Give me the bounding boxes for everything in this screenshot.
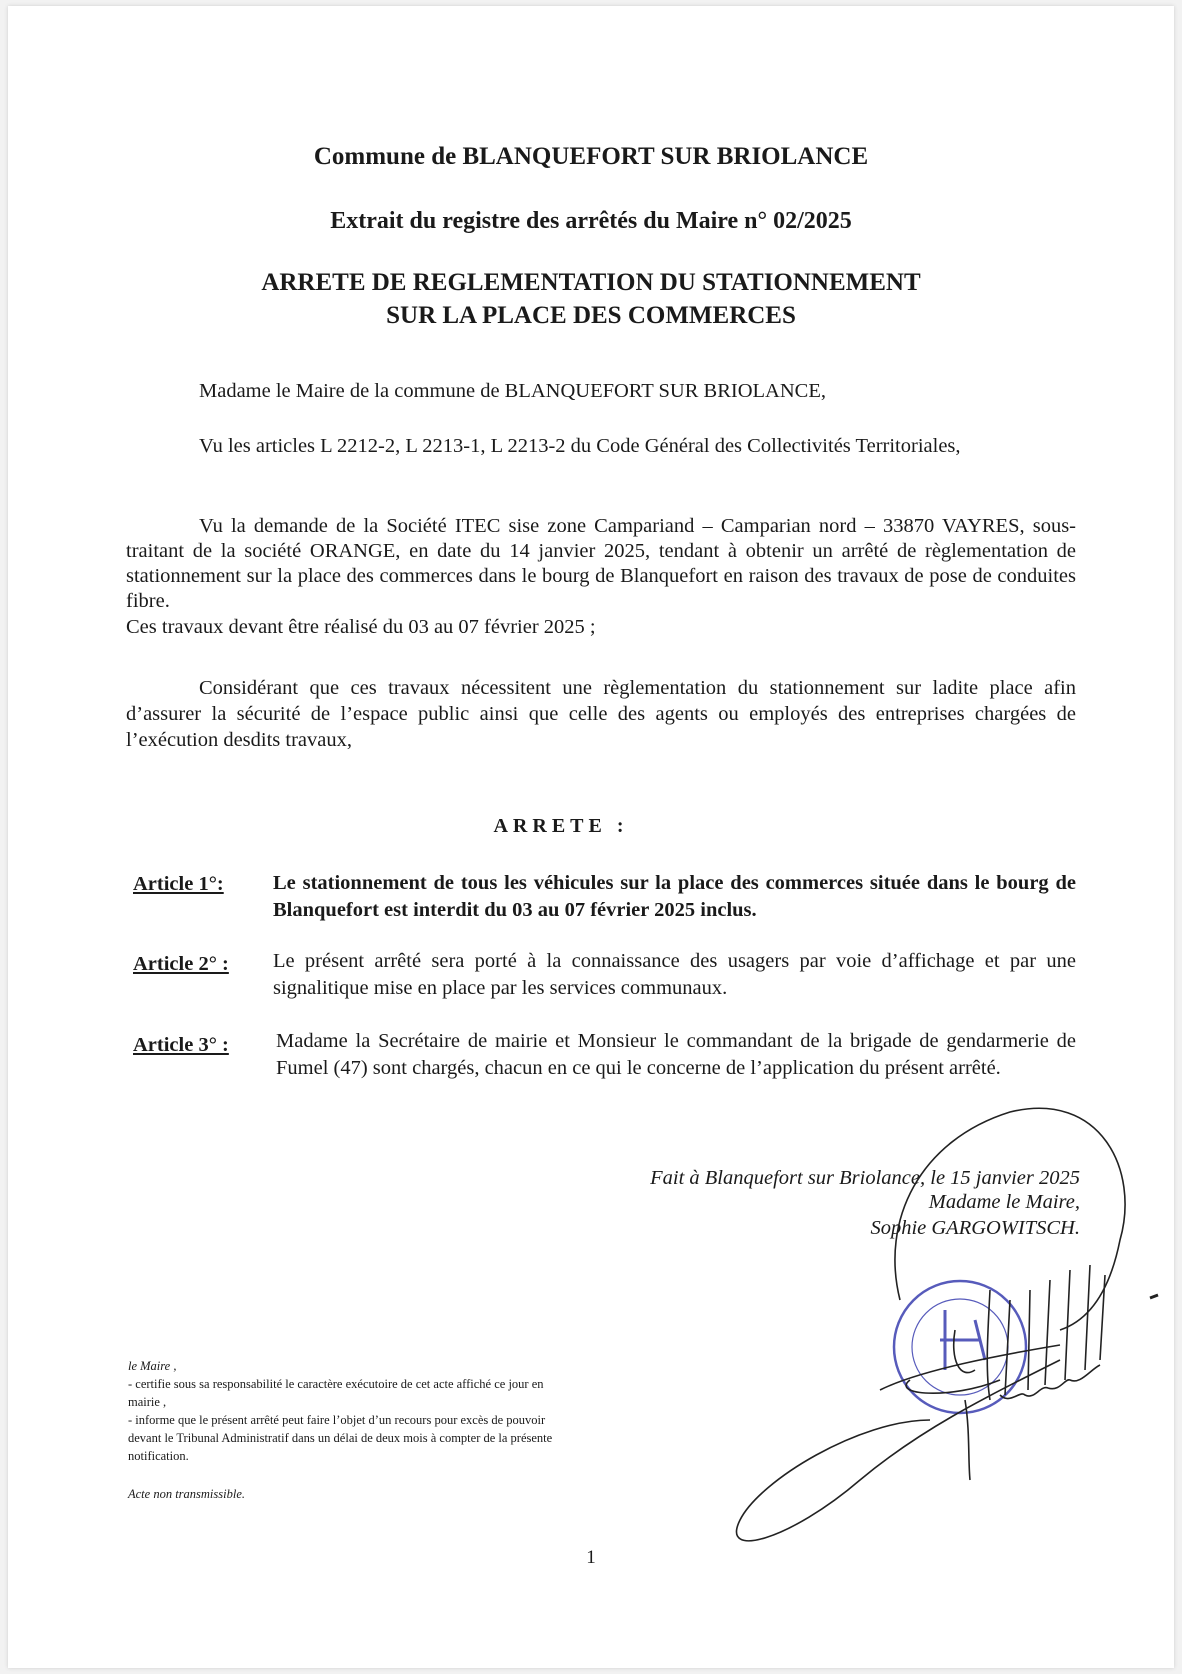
signature-name: Sophie GARGOWITSCH. <box>870 1217 1080 1239</box>
footnote-non-transmissible: Acte non transmissible. <box>128 1487 246 1501</box>
page-number: 1 <box>586 1547 596 1568</box>
article-2-label: Article 2° : <box>133 953 229 975</box>
article-1-label: Article 1°: <box>133 873 224 895</box>
official-stamp <box>894 1281 1026 1413</box>
handwritten-signature <box>737 1108 1158 1541</box>
footnote-mayor <box>128 1357 568 1375</box>
footnote-certify: - certifie sous sa responsabilité le caractère exécutoire de cet acte affiché ce jour en mairie , <box>128 1377 544 1409</box>
arrete-heading: ARRETE : <box>493 815 629 837</box>
intro-paragraph: Madame le Maire de la commune de BLANQUEFORT SUR BRIOLANCE, <box>199 380 826 402</box>
signature-role: Madame le Maire, <box>928 1191 1080 1213</box>
vu-articles-paragraph: Vu les articles L 2212-2, L 2213-1, L 2213-2 du Code Général des Collectivités Territoriales, <box>199 435 961 457</box>
signature-place-date: Fait à Blanquefort sur Briolance, le 15 janvier 2025 <box>650 1167 1080 1189</box>
article-3-text: Madame la Secrétaire de mairie et Monsieur le commandant de la brigade de gendarmerie de Fumel (47) sont chargés, chacun en ce qui le concerne de l’application du présent arrêté. <box>276 1030 1076 1079</box>
article-3-label: Article 3° : <box>133 1034 229 1056</box>
considerant-paragraph: Considérant que ces travaux nécessitent une règlementation du stationnement sur ladite place afin d’assurer la sécurité de l’espace public ainsi que celle des agents ou employés des entreprises chargées de l’exécution desdits travaux, <box>126 677 1076 751</box>
vu-demande-paragraph: Vu la demande de la Société ITEC sise zone Campariand – Camparian nord – 33870 VAYRES, sous-traitant de la société ORANGE, en date du 14 janvier 2025, tendant à obtenir un arrêté de règlementation de stationnement sur la place des commerces dans le bourg de Blanquefort en raison des travaux de pose de conduites fibre. <box>126 515 1076 612</box>
registry-heading: Extrait du registre des arrêtés du Maire n° 02/2025 <box>330 208 852 234</box>
footnote-recourse: - informe que le présent arrêté peut faire l’objet d’un recours pour excès de pouvoir devant le Tribunal Administratif dans un délai de deux mois à compter de la présente notification. <box>128 1413 553 1463</box>
footnote-line-1: le Maire , <box>128 1359 177 1373</box>
commune-heading: Commune de BLANQUEFORT SUR BRIOLANCE <box>313 143 869 170</box>
work-dates-line: Ces travaux devant être réalisé du 03 au 07 février 2025 ; <box>126 616 596 638</box>
article-2-text: Le présent arrêté sera porté à la connaissance des usagers par voie d’affichage et par une signalitique mise en place par les services communaux. <box>273 950 1076 999</box>
title-line-2: SUR LA PLACE DES COMMERCES <box>386 302 796 329</box>
title-line-1: ARRETE DE REGLEMENTATION DU STATIONNEMENT <box>261 269 921 296</box>
article-1-text: Le stationnement de tous les véhicules sur la place des commerces située dans le bourg de Blanquefort est interdit du 03 au 07 février 2025 inclus. <box>273 872 1076 921</box>
